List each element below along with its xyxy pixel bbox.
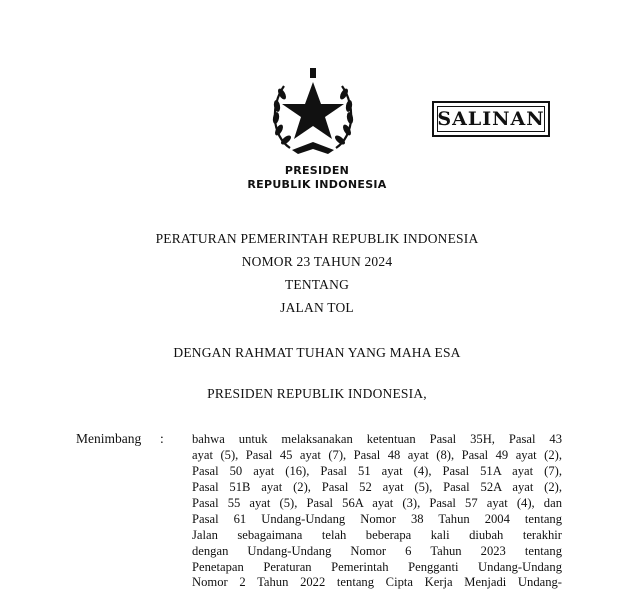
considering-line: ayat (5), Pasal 45 ayat (7), Pasal 48 ayat (8), Pasal 49 ayat (2), [192,448,562,462]
copy-stamp [432,101,550,137]
blessing-line: DENGAN RAHMAT TUHAN YANG MAHA ESA [173,345,461,360]
considering-line: Nomor 2 Tahun 2022 tentang Cipta Kerja Menjadi Undang- [192,575,562,589]
copy-stamp-label: SALINAN [437,108,545,130]
regulation-title: PERATURAN PEMERINTAH REPUBLIK INDONESIA [155,231,479,246]
considering-label: Menimbang [76,431,142,446]
considering-line: Jalan sebagaimana telah beberapa kali diubah terakhir [192,528,562,542]
regulation-about: TENTANG [284,277,350,292]
office-title-line2: REPUBLIK INDONESIA [247,178,387,191]
considering-line: Pasal 55 ayat (5), Pasal 56A ayat (3), Pasal 57 ayat (4), dan [192,496,562,510]
state-emblem-icon [268,66,358,158]
considering-line: bahwa untuk melaksanakan ketentuan Pasal 35H, Pasal 43 [192,432,562,446]
considering-line: Pasal 61 Undang-Undang Nomor 38 Tahun 2004 tentang [192,512,562,526]
considering-line: Pasal 50 ayat (16), Pasal 51 ayat (4), Pasal 51A ayat (7), [192,464,562,478]
considering-colon: : [160,431,164,446]
issuer-line: PRESIDEN REPUBLIK INDONESIA, [207,386,427,401]
considering-line: dengan Undang-Undang Nomor 6 Tahun 2023 tentang [192,544,562,558]
regulation-number: NOMOR 23 TAHUN 2024 [241,254,393,269]
considering-line: Penetapan Peraturan Pemerintah Pengganti Undang-Undang [192,560,562,574]
considering-line: Pasal 51B ayat (2), Pasal 52 ayat (5), Pasal 52A ayat (2), [192,480,562,494]
regulation-subject: JALAN TOL [280,300,354,315]
office-title-line1: PRESIDEN [284,164,350,177]
